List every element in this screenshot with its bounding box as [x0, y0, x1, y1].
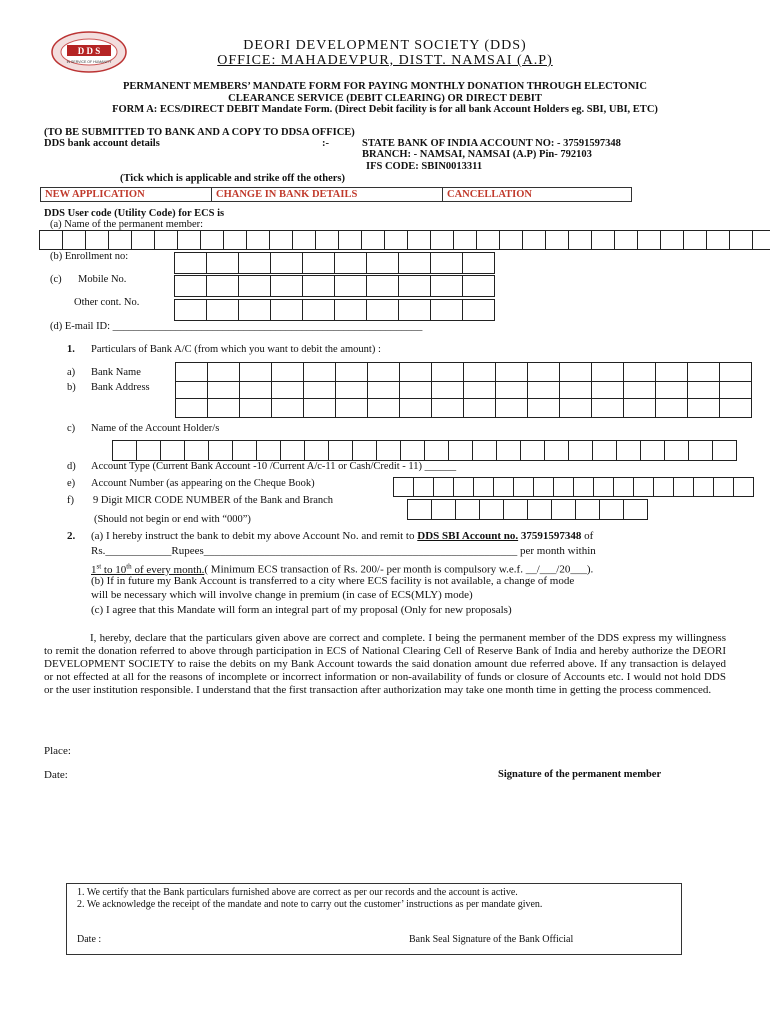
bank-cert-line-1: 1. We certify that the Bank particulars furnished above are correct as per our records and the account is active. [77, 887, 518, 898]
account-holder-label: Name of the Account Holder/s [91, 423, 220, 434]
mobile-letter: (c) [50, 274, 62, 285]
user-code-heading: DDS User code (Utility Code) for ECS is [44, 208, 225, 219]
title-line-3: FORM A: ECS/DIRECT DEBIT Mandate Form. (Direct Debit facility is for all bank Account Holders eg. SBI, UBI, ETC) [112, 104, 658, 115]
other-contact-boxes[interactable] [175, 299, 495, 321]
tick-note: (Tick which is applicable and strike off the others) [120, 173, 345, 184]
bank-cert-date: Date : [77, 934, 102, 945]
bank-name-label: Bank Name [91, 367, 141, 378]
bank-certification-box [66, 883, 682, 955]
declaration-text: I, hereby, declare that the particulars given above are correct and complete. I being the permanent member of the DDS express my willingness to remit the donation referred to above through participation in ECS of National Clearing Cell of Reserve Bank of India and hereby authorize the DEORI DEVELOPMENT SOCIETY to raise the debits on my Bank Account towards the said donation amount due referred above. If any transaction is delayed or not effected at all for the reasons of incomplete or incorrect information or non-availability of funds or closure of Accounts etc. I would not hold DDS or the user institution responsible. I understand that the first transaction after authorization may take one month time in getting the process commenced. [44, 632, 726, 696]
date-period: of every month. [131, 563, 205, 576]
micr-label: 9 Digit MICR CODE NUMBER of the Bank and Branch [93, 495, 334, 506]
dds-branch-line: BRANCH: - NAMSAI, NAMSAI (A.P) Pin- 792103 [362, 149, 592, 160]
section2-b-line2: will be necessary which will involve change in premium (in case of ECS(MLY) mode) [91, 589, 473, 601]
bank-cert-line-2: 2. We acknowledge the receipt of the mandate and note to carry out the customer’ instructions as per mandate given. [77, 899, 543, 910]
bank-address-boxes-2[interactable] [176, 398, 752, 418]
enrollment-boxes[interactable] [175, 252, 495, 274]
section2-number: 2. [67, 530, 76, 542]
amount-line[interactable]: Rs.____________Rupees_________________________________________________________ per month within [91, 545, 596, 557]
date-end-suffix: th [126, 562, 132, 570]
section2-a [91, 530, 593, 542]
mobile-boxes[interactable] [175, 275, 495, 297]
account-number-boxes[interactable] [394, 477, 754, 497]
micr-boxes[interactable] [408, 499, 648, 520]
section2-a-suffix: of [581, 530, 594, 542]
option-cancellation[interactable]: CANCELLATION [447, 189, 532, 200]
bank-seal-signature: Bank Seal Signature of the Bank Official [409, 934, 574, 945]
dds-ifs-line: IFS CODE: SBIN0013311 [366, 161, 483, 172]
other-contact-label: Other cont. No. [74, 297, 140, 308]
bank-address-label: Bank Address [91, 382, 150, 393]
date-end: to 10 [101, 563, 127, 576]
dds-account-line: STATE BANK OF INDIA ACCOUNT NO: - 37591597348 [362, 138, 621, 149]
minimum-note: ( Minimum ECS transaction of Rs. 200/- per month is compulsory w.e.f. __/___/20___). [204, 563, 594, 576]
member-name-boxes[interactable] [40, 230, 770, 250]
option-new-application[interactable]: NEW APPLICATION [41, 188, 212, 201]
bank-details-sep: :- [322, 138, 329, 149]
debit-date-range [91, 564, 204, 576]
account-holder-letter: c) [67, 423, 76, 434]
micr-letter: f) [67, 495, 74, 506]
dds-sbi-account-label: DDS SBI Account no. [417, 530, 519, 542]
org-name: DEORI DEVELOPMENT SOCIETY (DDS) [243, 38, 527, 53]
bank-name-letter: a) [67, 367, 76, 378]
email-field[interactable]: (d) E-mail ID: ___________________________________________________________ [50, 321, 423, 332]
place-label: Place: [44, 745, 71, 757]
logo-text: D D S [77, 46, 101, 56]
account-type-letter: d) [67, 461, 76, 472]
account-number-letter: e) [67, 478, 76, 489]
title-line-1: PERMANENT MEMBERS’ MANDATE FORM FOR PAYING MONTHLY DONATION THROUGH ELECTONIC [123, 81, 647, 92]
debit-date-line [91, 560, 593, 576]
section2-a-text: (a) I hereby instruct the bank to debit my above Account No. and remit to [91, 530, 418, 542]
dds-sbi-account-number: 37591597348 [518, 530, 582, 542]
office-address: OFFICE: MAHADEVPUR, DISTT. NAMSAI (A.P) [217, 53, 553, 68]
section2-c: (c) I agree that this Mandate will form an integral part of my proposal (Only for new proposals) [91, 604, 512, 616]
bank-section-heading: Particulars of Bank A/C (from which you want to debit the amount) : [91, 344, 381, 355]
enrollment-label: (b) Enrollment no: [50, 251, 129, 262]
date-start-suffix: st [96, 562, 102, 570]
submit-note: (TO BE SUBMITTED TO BANK AND A COPY TO DDSA OFFICE) [44, 127, 355, 138]
account-holder-boxes[interactable] [113, 440, 737, 461]
option-change-bank-details[interactable]: CHANGE IN BANK DETAILS [212, 188, 443, 201]
date-label: Date: [44, 769, 68, 781]
application-type-row [40, 187, 632, 202]
section2-b-line1: (b) If in future my Bank Account is transferred to a city where ECS facility is not available, a change of mode [91, 575, 575, 587]
date-start: 1 [91, 563, 97, 576]
member-signature-label: Signature of the permanent member [498, 769, 662, 780]
bank-details-label: DDS bank account details [44, 138, 160, 149]
account-number-label: Account Number (as appearing on the Cheque Book) [91, 478, 315, 489]
logo-subtext: IN SERVICE OF HUMANITY [66, 60, 112, 64]
micr-note: (Should not begin or end with “000”) [94, 514, 251, 525]
mobile-label: Mobile No. [78, 274, 127, 285]
account-type-label: Account Type (Current Bank Account -10 /Current A/c-11 or Cash/Credit - 11) ______ [91, 461, 457, 472]
member-name-label: (a) Name of the permanent member: [50, 219, 204, 230]
bank-address-letter: b) [67, 382, 76, 393]
title-line-2: CLEARANCE SERVICE (DEBIT CLEARING) OR DIRECT DEBIT [228, 93, 542, 104]
bank-section-number: 1. [67, 344, 75, 355]
